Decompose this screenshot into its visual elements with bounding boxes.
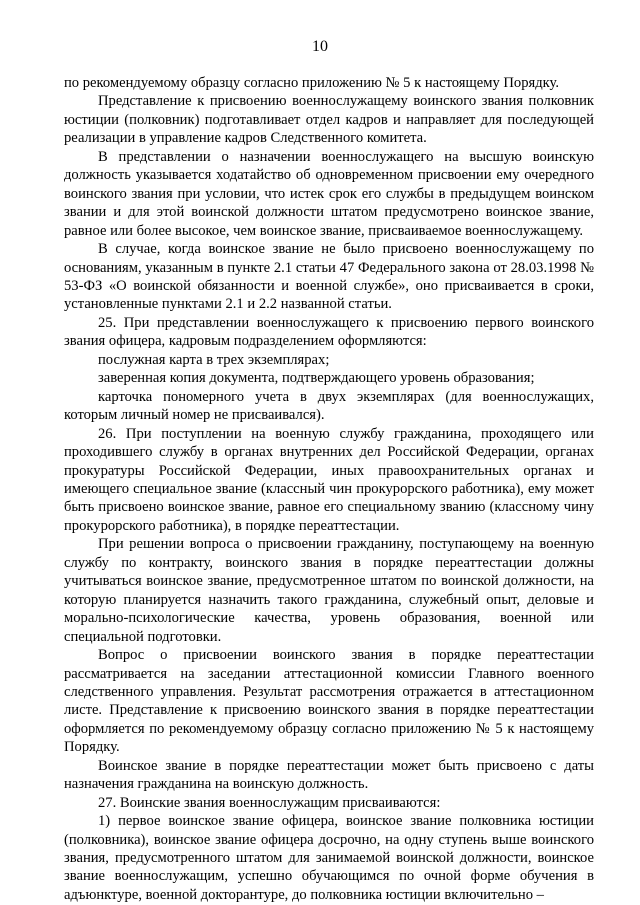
list-item: карточка пономерного учета в двух экземплярах (для военнослужащих, которым личный номер не присваивался).: [64, 388, 594, 424]
paragraph: В представлении о назначении военнослужащего на высшую воинскую должность указывается ходатайство об одновременном присвоении ему очередного воинского звания при условии, что истек срок его службы в предыдущем воинском звании и для этой воинской должности штатом предусмотрено воинское звание, равное или более высокое, чем воинское звание, присваиваемое военнослужащему.: [64, 148, 594, 239]
list-item: послужная карта в трех экземплярах;: [98, 351, 330, 368]
paragraph: 26. При поступлении на военную службу гражданина, проходящего или проходившего службу в органах внутренних дел Российской Федерации, органах прокуратуры Российской Федерации, иных правоохранительных органах и имеющего специальное звание (классный чин прокурорского работника), ему может быть присвоено воинское звание, равное его специальному званию (классному чину прокурорского работника), в порядке переаттестации.: [64, 425, 594, 534]
paragraph: 25. При представлении военнослужащего к присвоению первого воинского звания офицера, кадровым подразделением оформляются:: [64, 314, 594, 350]
paragraph: Воинское звание в порядке переаттестации может быть присвоено с даты назначения гражданина на воинскую должность.: [64, 757, 594, 793]
paragraph: При решении вопроса о присвоении гражданину, поступающему на военную службу по контракту, воинского звания в порядке переаттестации должны учитываться воинское звание, предусмотренное штатом по воинской должности, на которую планируется назначить такого гражданина, служебный опыт, деловые и морально-психологические качества, уровень образования, военной или специальной подготовки.: [64, 536, 594, 645]
document-body: [64, 74, 594, 904]
page-number: 10: [312, 38, 328, 55]
paragraph: 27. Воинские звания военнослужащим присваиваются:: [98, 794, 441, 811]
paragraph: В случае, когда воинское звание не было присвоено военнослужащему по основаниям, указанным в пункте 2.1 статьи 47 Федерального закона от 28.03.1998 № 53-ФЗ «О воинской обязанности и военной службе», оно присваивается в сроки, установленные пунктами 2.1 и 2.2 названной статьи.: [64, 241, 594, 313]
paragraph: по рекомендуемому образцу согласно приложению № 5 к настоящему Порядку.: [64, 75, 560, 91]
paragraph: 1) первое воинское звание офицера, воинское звание полковника юстиции (полковника), воинское звание офицера досрочно, на одну ступень выше воинского звания, предусмотренного штатом для занимаемой воинской должности, воинское звание военнослужащим, успешно обучающимся по очной форме обучения в адъюнктуре, военной докторантуре, до полковника юстиции включительно –: [64, 813, 594, 903]
list-item: заверенная копия документа, подтверждающего уровень образования;: [98, 370, 535, 387]
paragraph: Вопрос о присвоении воинского звания в порядке переаттестации рассматривается на заседании аттестационной комиссии Главного военного следственного управления. Результат рассмотрения отражается в аттестационном листе. Представление к присвоению воинского звания в порядке переаттестации оформляется по рекомендуемому образцу согласно приложению № 5 к настоящему Порядку.: [64, 647, 594, 756]
paragraph: Представление к присвоению военнослужащему воинского звания полковник юстиции (полковник) подготавливает отдел кадров и направляет для последующей реализации в управление кадров Следственного комитета.: [64, 93, 594, 147]
